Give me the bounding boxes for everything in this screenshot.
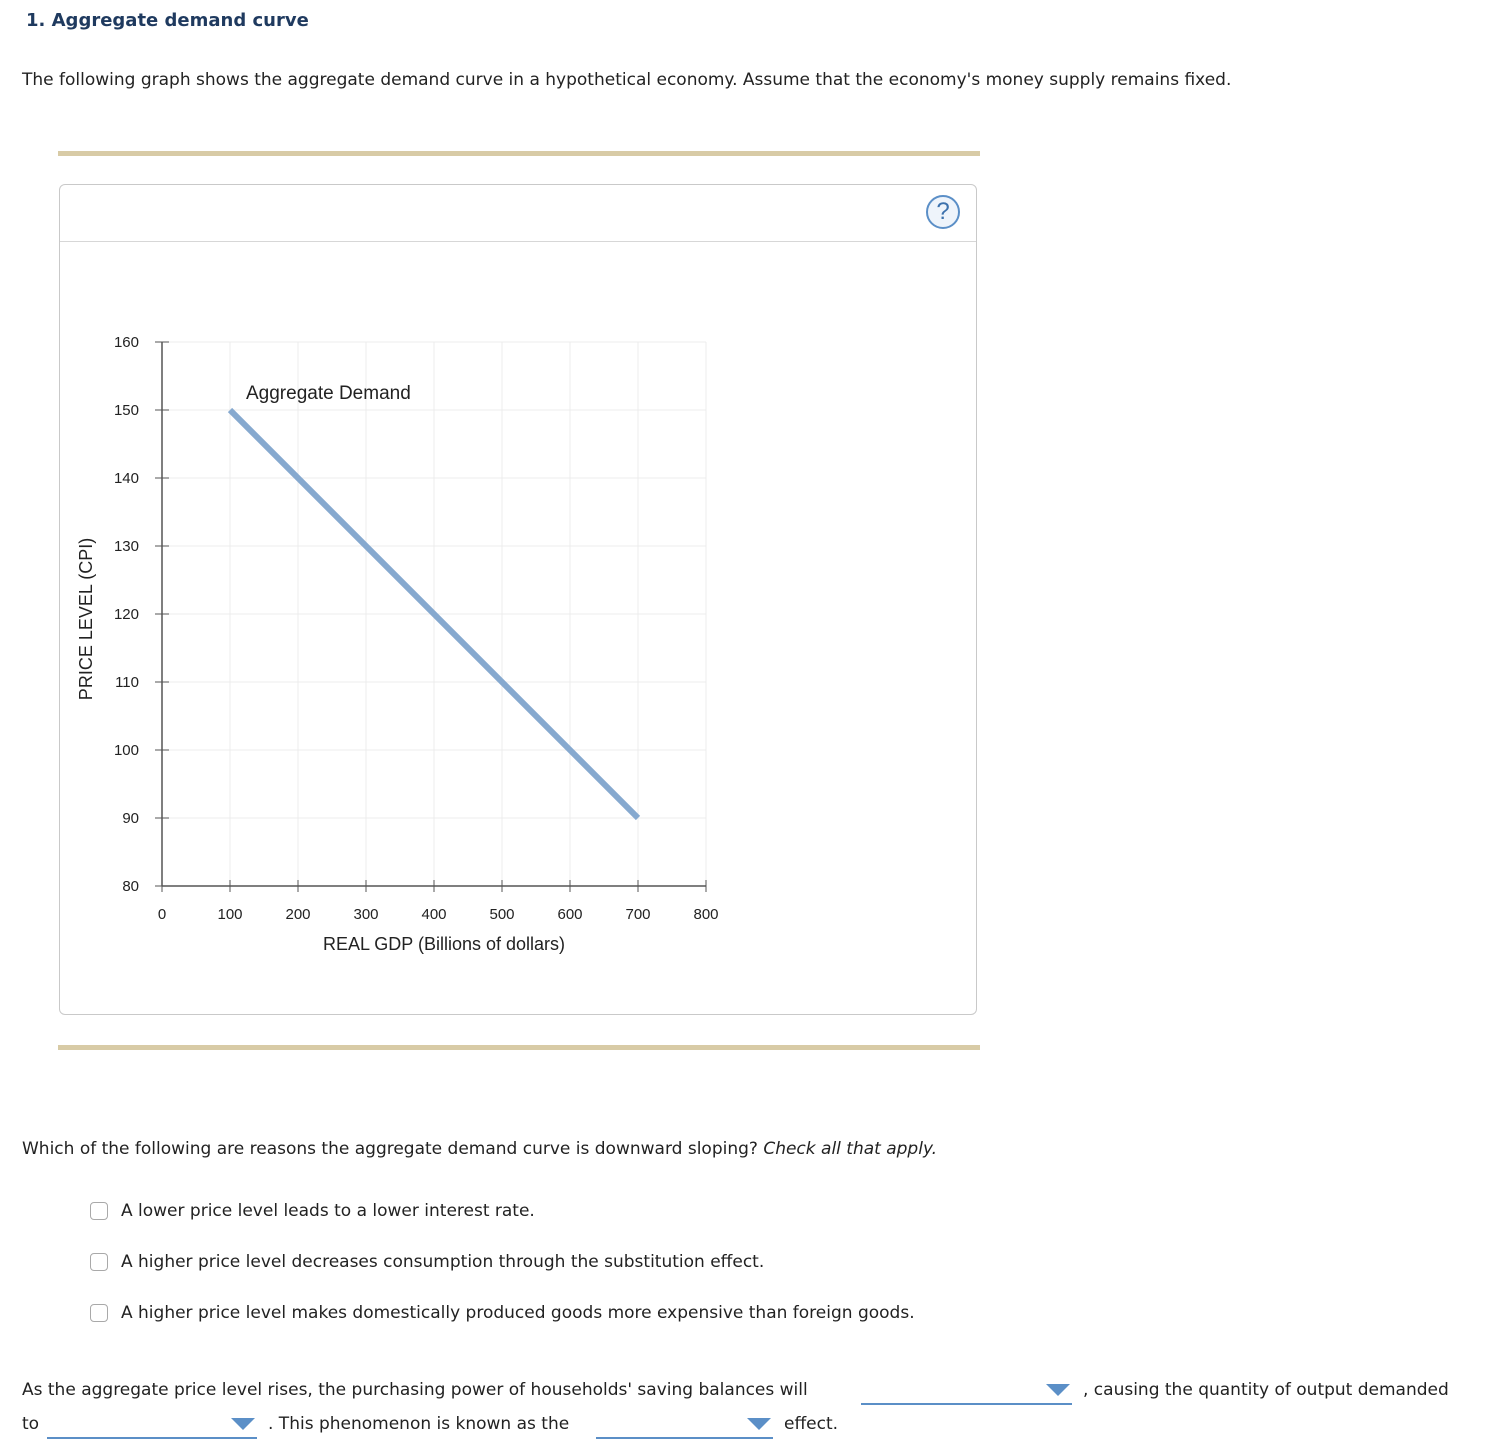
- y-tick-label: 100: [113, 742, 139, 759]
- y-axis-title: PRICE LEVEL (CPI): [76, 537, 96, 701]
- x-tick-label: 100: [217, 906, 243, 923]
- y-tick-label: 110: [115, 674, 139, 691]
- aggregate-demand-chart: [60, 185, 978, 1016]
- option-label: A lower price level leads to a lower interest rate.: [121, 1201, 535, 1221]
- series-label: Aggregate Demand: [246, 383, 411, 404]
- checkbox-question: [22, 1139, 937, 1159]
- dropdown-saving-balances[interactable]: [861, 1375, 1072, 1405]
- chevron-down-icon: [1046, 1384, 1070, 1396]
- x-tick-label: 0: [157, 906, 167, 923]
- x-axis-title: REAL GDP (Billions of dollars): [322, 934, 566, 954]
- fill-in-text-4: . This phenomenon is known as the: [268, 1414, 570, 1434]
- option-item[interactable]: [88, 1300, 915, 1326]
- y-tick-label: 90: [122, 810, 139, 827]
- bottom-divider: [58, 1045, 980, 1050]
- question-title: 1. Aggregate demand curve: [26, 10, 309, 31]
- option-checkbox[interactable]: [90, 1253, 108, 1271]
- top-divider: [58, 151, 980, 156]
- x-tick-label: 300: [353, 906, 379, 923]
- x-tick-label: 500: [489, 906, 515, 923]
- dropdown-effect-name[interactable]: [596, 1409, 773, 1439]
- x-tick-label: 600: [557, 906, 583, 923]
- y-tick-label: 130: [113, 538, 139, 555]
- x-tick-label: 800: [693, 906, 719, 923]
- question-prompt: Which of the following are reasons the aggregate demand curve is downward sloping?: [22, 1139, 764, 1159]
- fill-in-text-5: effect.: [784, 1414, 839, 1434]
- option-checkbox[interactable]: [90, 1304, 108, 1322]
- question-instruction: Check all that apply.: [763, 1139, 938, 1159]
- chevron-down-icon: [747, 1418, 771, 1430]
- y-tick-label: 140: [113, 470, 139, 487]
- y-tick-label: 160: [113, 334, 139, 351]
- graph-panel: [59, 184, 977, 1015]
- x-tick-label: 200: [285, 906, 311, 923]
- dropdown-output-demanded[interactable]: [47, 1409, 257, 1439]
- option-label: A higher price level makes domestically produced goods more expensive than foreign goods.: [121, 1303, 915, 1323]
- chevron-down-icon: [231, 1418, 255, 1430]
- option-checkbox[interactable]: [90, 1202, 108, 1220]
- fill-in-text-3: to: [22, 1414, 40, 1434]
- option-item[interactable]: [88, 1249, 764, 1275]
- option-item[interactable]: [88, 1198, 535, 1224]
- x-tick-label: 400: [421, 906, 447, 923]
- question-intro: The following graph shows the aggregate demand curve in a hypothetical economy. Assume that the economy's money supply remains fixed.: [22, 70, 1232, 90]
- y-tick-label: 120: [113, 606, 139, 623]
- option-label: A higher price level decreases consumption through the substitution effect.: [121, 1252, 765, 1272]
- help-button[interactable]: ?: [926, 195, 960, 229]
- fill-in-text-2: , causing the quantity of output demanded: [1083, 1380, 1449, 1400]
- fill-in-text-1: As the aggregate price level rises, the purchasing power of households' saving balances will: [22, 1380, 808, 1400]
- x-tick-label: 700: [625, 906, 651, 923]
- y-tick-label: 80: [122, 878, 139, 895]
- y-tick-label: 150: [113, 402, 139, 419]
